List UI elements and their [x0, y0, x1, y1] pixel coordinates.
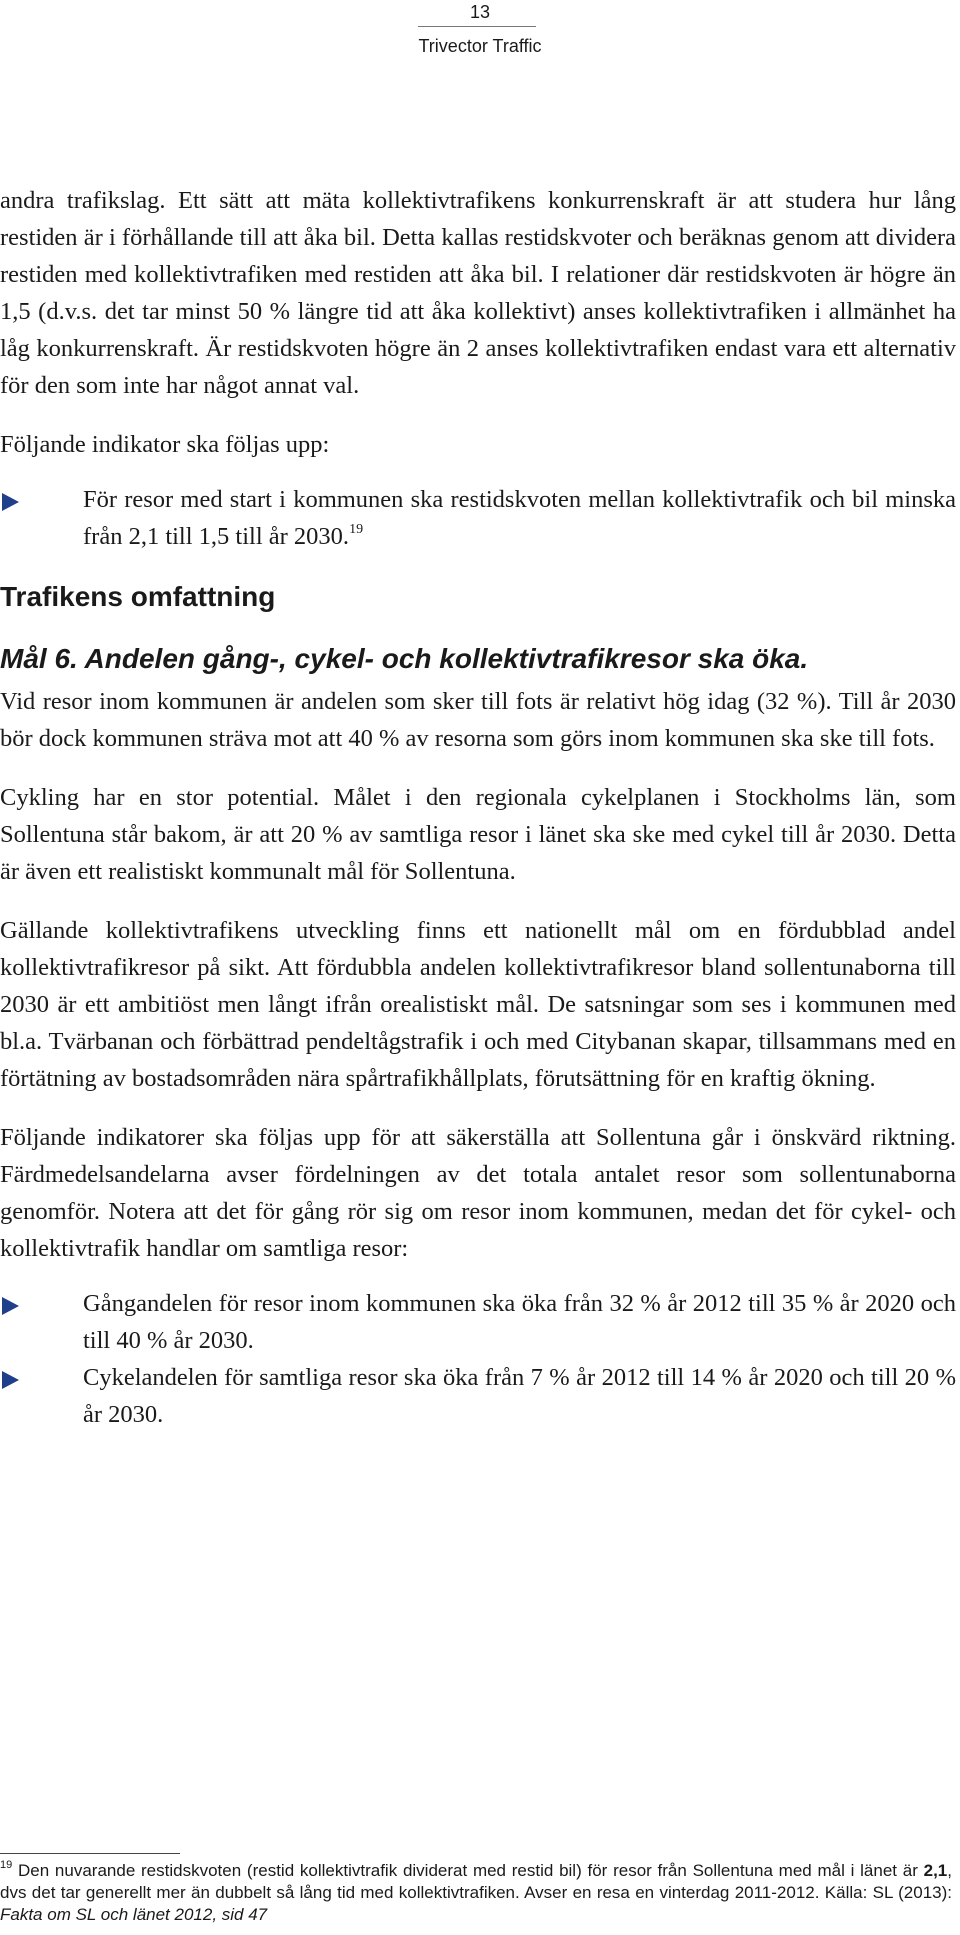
footnote-text-2: , dvs det tar generellt mer än dubbelt så lång tid med kollektivtrafiken. Avser en resa en vinterdag 2011-2012. Källa: SL (2013):: [0, 1861, 952, 1902]
triangle-bullet-icon: [2, 1371, 19, 1389]
footnote-reference[interactable]: 19: [349, 521, 364, 537]
paragraph-restidskvot: andra trafikslag. Ett sätt att mäta kollektivtrafikens konkurrenskraft är att studera hur lång restiden är i förhållande till att åka bil. Detta kallas restidskvoter och beräknas genom att dividera restiden med kollektivtrafiken med restiden att åka bil. I relationer där restidskvoten är högre än 1,5 (d.v.s. det tar minst 50 % längre tid att åka kollektivt) anses kollektivtrafiken i allmänhet ha låg konkurrenskraft. Är restidskvoten högre än 2 anses kollektivtrafiken endast vara ett alternativ för den som inte har något annat val.: [0, 187, 956, 399]
paragraph-indicator-intro: Följande indikator ska följas upp:: [0, 431, 330, 458]
paragraph-cycling: Cykling har en stor potential. Målet i den regionala cykelplanen i Stockholms län, som Sollentuna står bakom, är att 20 % av samtliga resor i länet ska ske med cykel till år 2030. Detta är även ett realistiskt kommunalt mål för Sollentuna.: [0, 784, 956, 885]
footnote-text-1: Den nuvarande restidskvoten (restid kollektivtrafik dividerat med restid bil) för resor från Sollentuna med mål i länet är: [12, 1861, 924, 1880]
section-heading: Trafikens omfattning: [0, 581, 276, 612]
bullet-text: Cykelandelen för samtliga resor ska öka från 7 % år 2012 till 14 % år 2020 och till 20 % år 2030.: [83, 1364, 956, 1428]
footnote-source: Fakta om SL och länet 2012, sid 47: [0, 1905, 268, 1924]
footnote-bold-value: 2,1: [923, 1861, 948, 1880]
bullet-item-cycling: [0, 1359, 956, 1433]
triangle-bullet-icon: [2, 493, 19, 511]
footnote-number: 19: [0, 1859, 13, 1872]
page-number: 13: [469, 2, 491, 22]
header-divider: [418, 26, 536, 27]
document-body: [0, 182, 956, 1433]
paragraph-indicators: Följande indikatorer ska följas upp för att säkerställa att Sollentuna går i önskvärd riktning. Färdmedelsandelarna avser fördelningen av det totala antalet resor som sollentunaborna genomför. Notera att det för gång rör sig om resor inom kommunen, medan det för cykel- och kollektivtrafik handlar om samtliga resor:: [0, 1124, 956, 1262]
bullet-text: För resor med start i kommunen ska restidskvoten mellan kollektivtrafik och bil minska från 2,1 till 1,5 till år 2030.: [83, 486, 956, 550]
paragraph-walking: Vid resor inom kommunen är andelen som sker till fots är relativt hög idag (32 %). Till år 2030 bör dock kommunen sträva mot att 40 % av resorna som görs inom kommunen ska ske till fots.: [0, 688, 956, 752]
bullet-text: Gångandelen för resor inom kommunen ska öka från 32 % år 2012 till 35 % år 2020 och till 40 % år 2030.: [83, 1290, 956, 1354]
paragraph-public-transport: Gällande kollektivtrafikens utveckling finns ett nationellt mål om en fördubblad andel kollektivtrafikresor på sikt. Att fördubbla andelen kollektivtrafikresor bland sollentunaborna till 2030 är ett ambitiöst men långt ifrån orealistiskt mål. De satsningar som ses i kommunen med bl.a. Tvärbanan och förbättrad pendeltågstrafik i och med Citybanan skapar, tillsammans med en förtätning av bostadsområden nära spårtrafikhållplats, förutsättning för en kraftig ökning.: [0, 917, 956, 1092]
footnote: [0, 1860, 952, 1926]
bullet-item-walking: [0, 1285, 956, 1359]
triangle-bullet-icon: [2, 1297, 19, 1315]
goal-subheading: Mål 6. Andelen gång-, cykel- och kollektivtrafikresor ska öka.: [0, 643, 809, 674]
header-organization: Trivector Traffic: [418, 36, 542, 56]
bullet-item-restidskvot: [0, 481, 956, 555]
footnote-divider: [0, 1853, 180, 1854]
